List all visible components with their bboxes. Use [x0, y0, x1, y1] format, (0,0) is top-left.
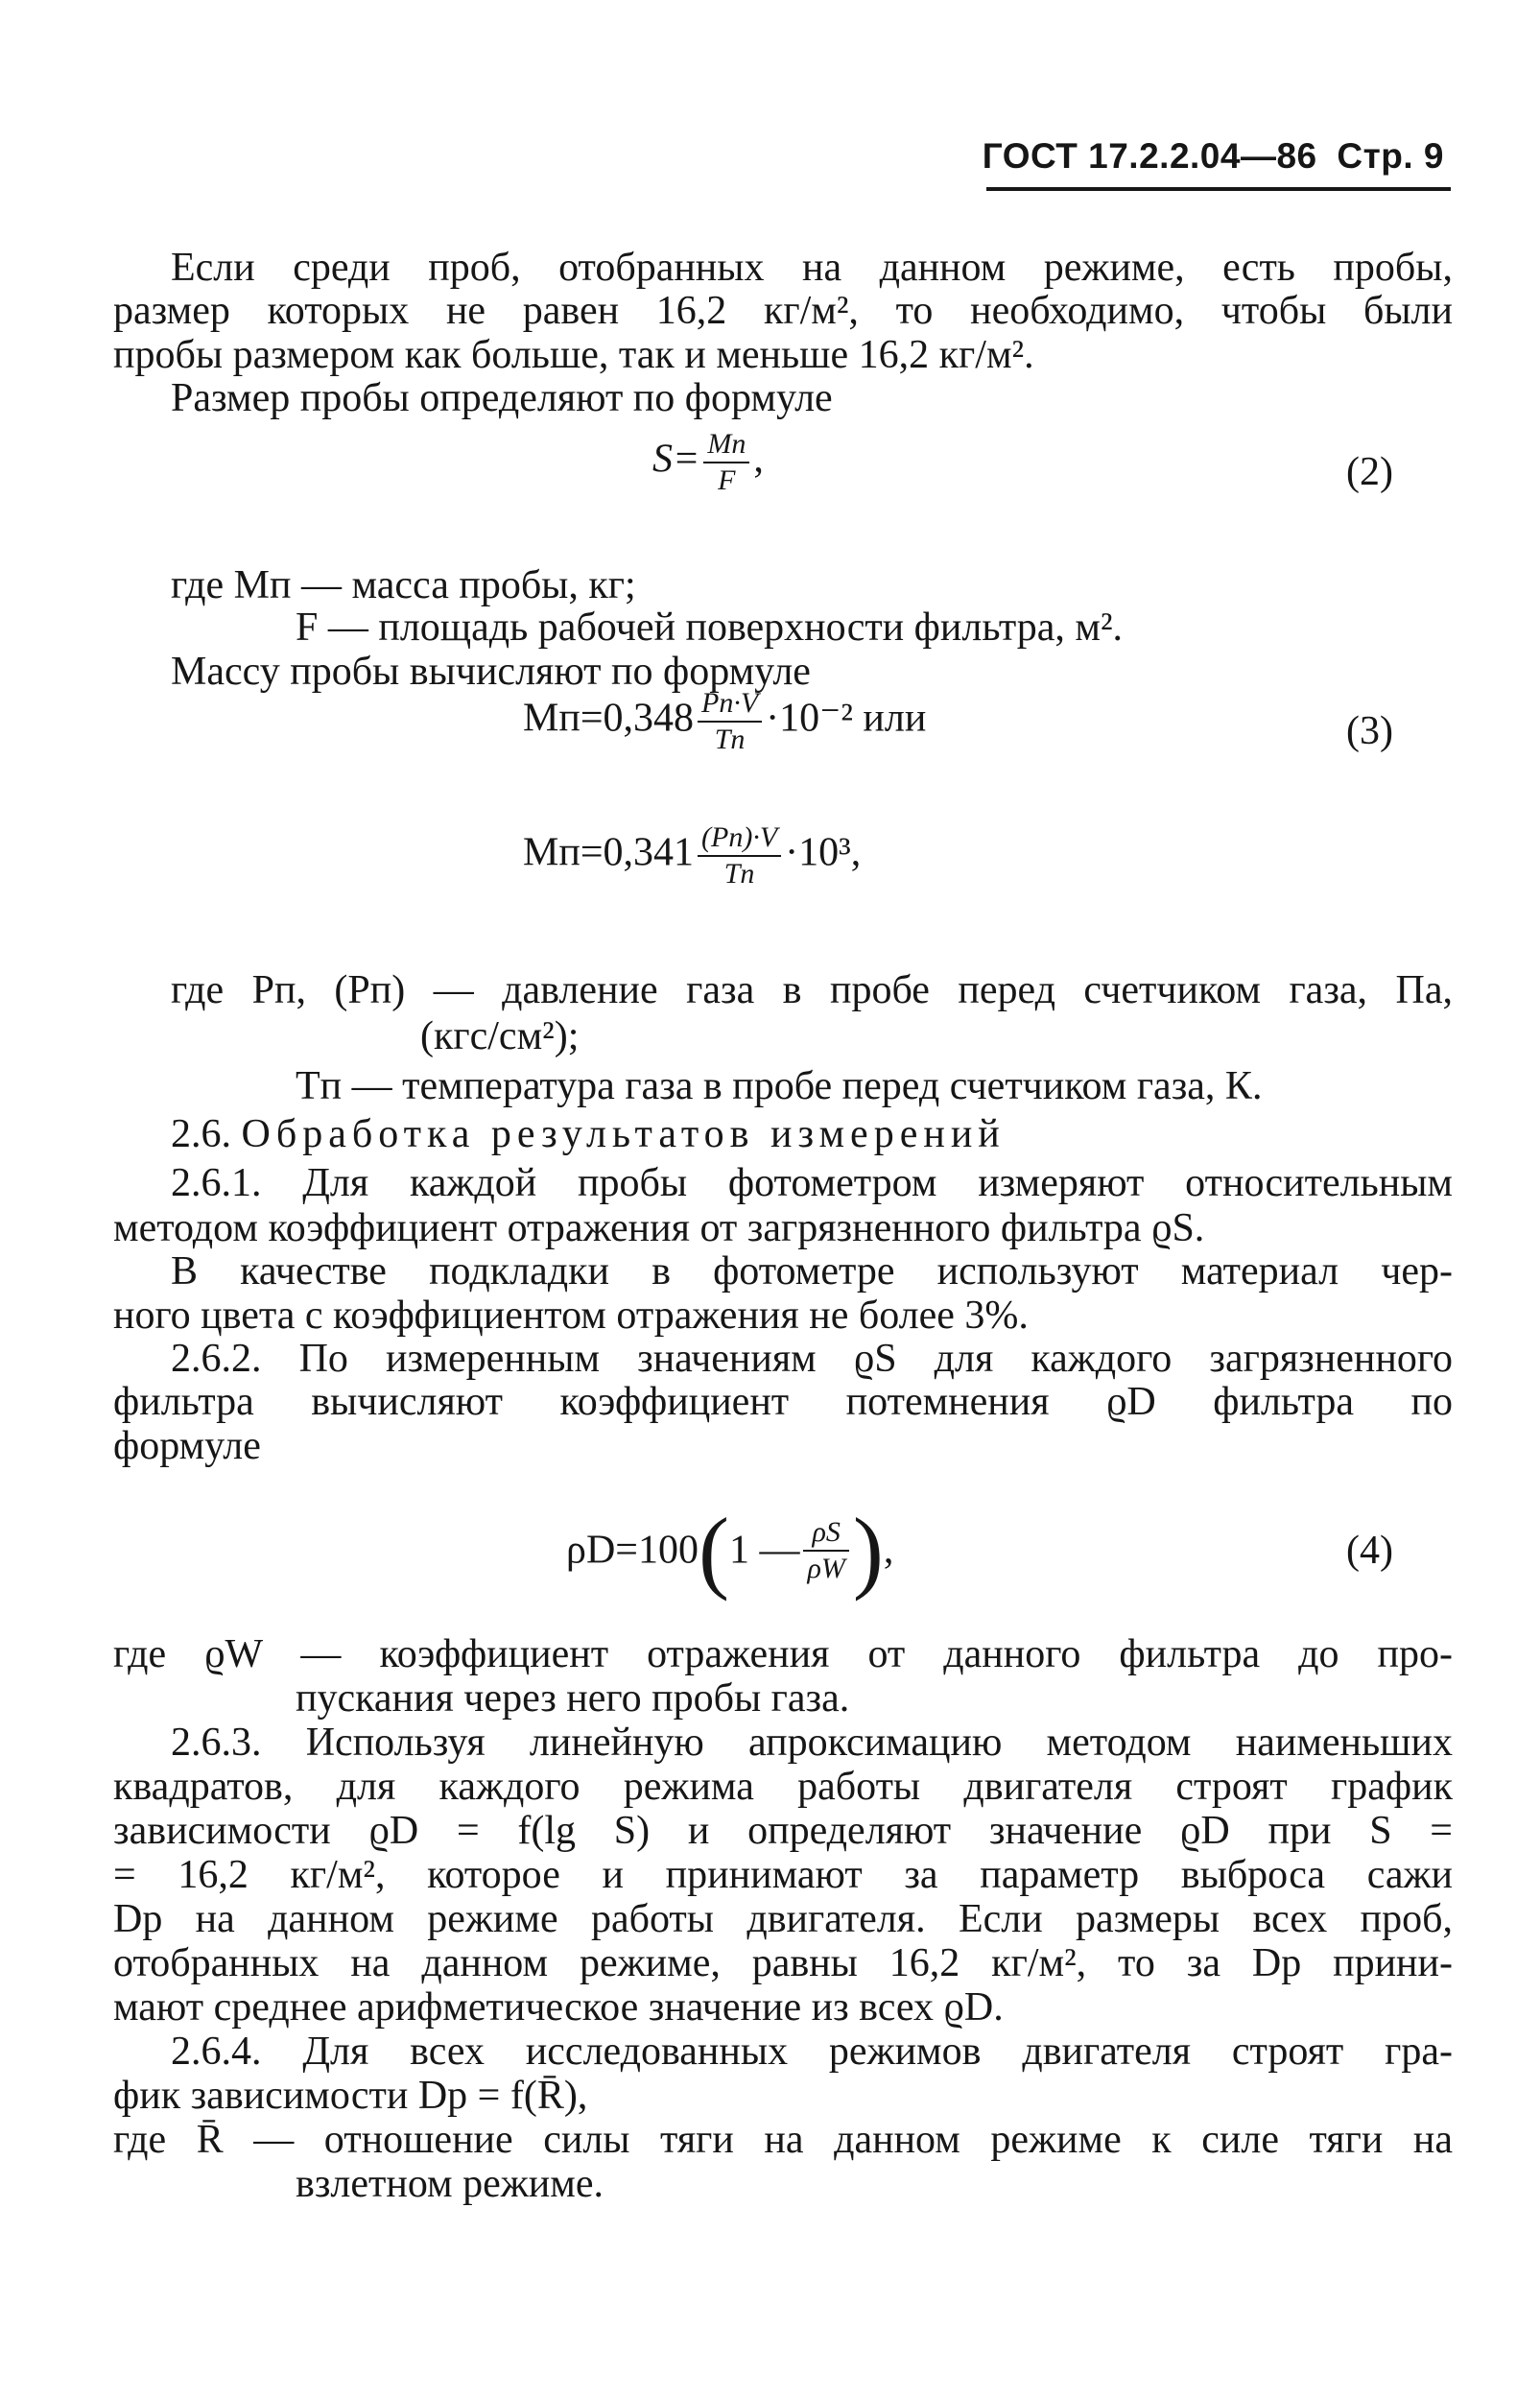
eq3b-numerator: (Pп)·V	[701, 821, 778, 853]
eq3a-fraction	[698, 686, 762, 757]
para1-line1: Если среди проб, отобранных на данном режиме, есть пробы,	[171, 246, 1453, 290]
p261-line2: методом коэффициент отражения от загрязненного фильтра ϱS.	[113, 1206, 1205, 1250]
p262-line2: фильтра вычисляют коэффициент потемнения ϱD фильтра по	[113, 1380, 1453, 1424]
eq3b-denominator: Tп	[698, 855, 781, 891]
eq3-number: (3)	[1346, 709, 1393, 753]
intro-mass: Массу пробы вычисляют по формуле	[171, 650, 811, 694]
page-number: Стр. 9	[1337, 136, 1444, 176]
eq4-right-paren: )	[852, 1499, 884, 1602]
eq4-denominator: ρW	[803, 1550, 848, 1586]
where3-line1: где Pп, (Pп) — давление газа в пробе перед счетчиком газа, Па,	[171, 968, 1453, 1012]
eq3a-denominator: Tп	[698, 721, 762, 757]
p263-line6: отобранных на данном режиме, равны 16,2 кг/м², то за Dр прини-	[113, 1941, 1453, 1985]
p261-line4: ного цвета с коэффициентом отражения не более 3%.	[113, 1294, 1029, 1338]
eq4-numerator: ρS	[812, 1515, 841, 1548]
p262-line3: формуле	[113, 1424, 261, 1468]
eq2-numerator: Mп	[707, 428, 746, 460]
eq3b-fraction	[698, 820, 781, 891]
p263-line7: мают среднее арифметическое значение из всех ϱD.	[113, 1985, 1004, 2030]
standard-number: ГОСТ 17.2.2.04—86	[982, 136, 1317, 176]
section-title: Обработка результатов измерений	[241, 1112, 1006, 1156]
equation-3a	[523, 686, 926, 757]
para1-line2: размер которых не равен 16,2 кг/м², то необходимо, чтобы были	[113, 289, 1453, 333]
eq4-fraction	[803, 1515, 848, 1586]
eq2-denominator: F	[703, 462, 749, 498]
equation-3b	[523, 820, 861, 891]
p263-line2: квадратов, для каждого режима работы двигателя строят график	[113, 1765, 1453, 1809]
eq3b-tail: ·10³,	[785, 830, 862, 875]
where4-line2: пускания через него пробы газа.	[296, 1676, 850, 1721]
p263-line5: Dр на данном режиме работы двигателя. Если размеры всех проб,	[113, 1897, 1453, 1941]
where2-line2: F — площадь рабочей поверхности фильтра, м².	[296, 605, 1124, 650]
page-header	[983, 136, 1444, 177]
para1-line3: пробы размером как больше, так и меньше 16,2 кг/м².	[113, 333, 1034, 377]
eq3a-lhs: Mп=0,348	[523, 696, 695, 741]
p263-line3: зависимости ϱD = f(lg S) и определяют значение ϱD при S =	[113, 1809, 1453, 1853]
eq3b-lhs: Mп=0,341	[523, 830, 695, 875]
where4-line1: где ϱW — коэффициент отражения от данного фильтра до про-	[113, 1632, 1453, 1676]
where3-line2: (кгс/см²);	[420, 1014, 580, 1058]
p263-line4: = 16,2 кг/м², которое и принимают за параметр выброса сажи	[113, 1853, 1453, 1897]
eq3a-numerator: Pп·V	[701, 687, 759, 719]
p264-line3: где R̄ — отношение силы тяги на данном режиме к силе тяги на	[113, 2118, 1453, 2162]
section-number: 2.6.	[171, 1112, 231, 1156]
equation-4	[566, 1497, 893, 1603]
p263-line1: 2.6.3. Используя линейную апроксимацию методом наименьших	[171, 1721, 1453, 1765]
eq4-left-paren: (	[698, 1499, 729, 1602]
header-rule	[986, 187, 1451, 191]
intro-size: Размер пробы определяют по формуле	[171, 376, 833, 420]
eq2-tail: ,	[753, 437, 764, 482]
eq4-one: 1 —	[728, 1528, 800, 1573]
eq2-lhs: S=	[652, 437, 700, 482]
eq4-lhs: ρD=100	[566, 1528, 699, 1573]
where2-line1: где Mп — масса пробы, кг;	[171, 563, 636, 607]
eq3a-tail: ·10⁻² или	[766, 696, 927, 741]
eq2-number: (2)	[1346, 450, 1393, 494]
p264-line2: фик зависимости Dр = f(R̄),	[113, 2074, 588, 2118]
section-2-6	[171, 1111, 1453, 1157]
eq4-number: (4)	[1346, 1529, 1393, 1573]
equation-2	[652, 427, 764, 498]
p261-line1: 2.6.1. Для каждой пробы фотометром измеряют относительным	[171, 1161, 1453, 1205]
p264-line4: взлетном режиме.	[296, 2162, 604, 2206]
eq2-fraction	[703, 427, 749, 498]
p262-line1: 2.6.2. По измеренным значениям ϱS для каждого загрязненного	[171, 1337, 1453, 1381]
p261-line3: В качестве подкладки в фотометре используют материал чер-	[171, 1249, 1453, 1294]
where3-line3: Tп — температура газа в пробе перед счетчиком газа, К.	[296, 1064, 1263, 1108]
p264-line1: 2.6.4. Для всех исследованных режимов двигателя строят гра-	[171, 2030, 1453, 2074]
eq4-tail: ,	[883, 1528, 894, 1573]
